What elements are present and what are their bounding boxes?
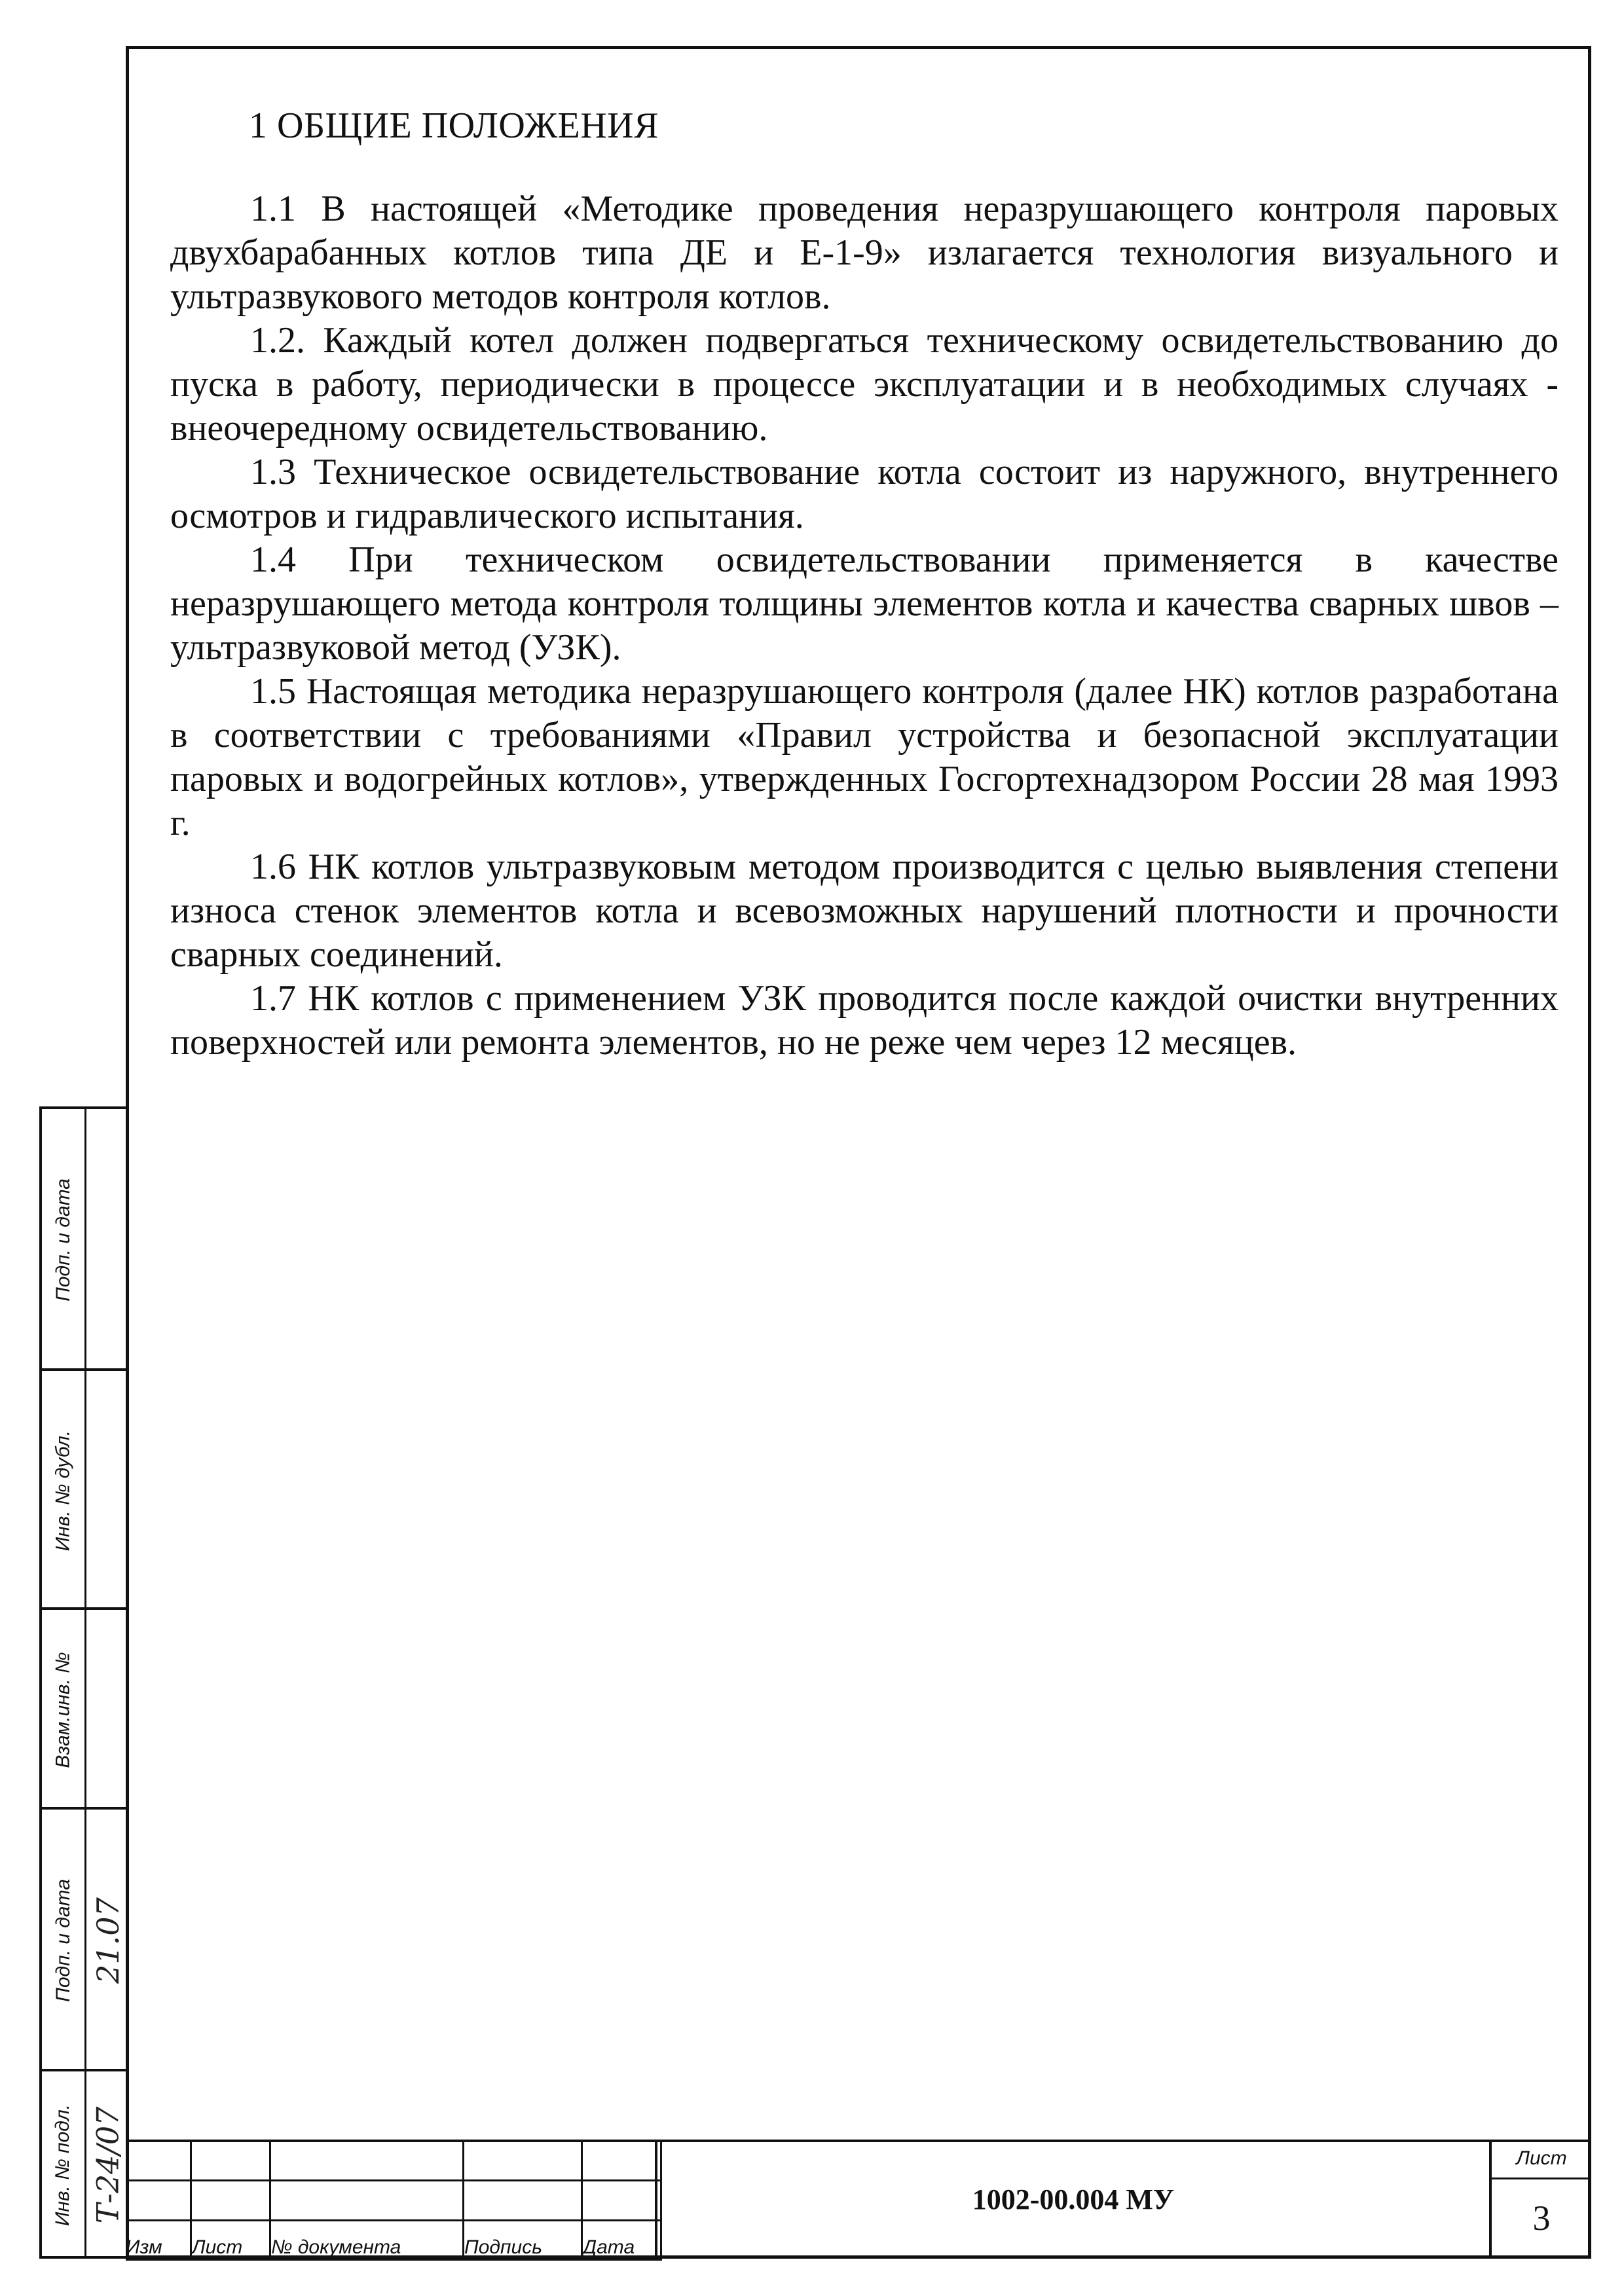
side-label-sign-date-1: Подп. и дата <box>52 1178 74 1302</box>
col-sign: Подпись <box>464 2221 582 2260</box>
document-code: 1002-00.004 МУ <box>655 2140 1489 2259</box>
sheet-box <box>1489 2140 1591 2259</box>
side-label-inv-dup: Инв. № дубл. <box>52 1430 74 1551</box>
document-body <box>170 105 1559 1065</box>
col-izm: Изм <box>126 2221 191 2260</box>
col-list: Лист <box>191 2221 270 2260</box>
col-doc: № документа <box>270 2221 464 2260</box>
paragraph-1-1: 1.1 В настоящей «Методике проведения неразрушающего контроля паровых двухбарабанных котлов типа ДЕ и Е-1-9» излагается технология визуального и ультразвукового методов контроля котлов. <box>170 189 1559 317</box>
section-heading: 1 ОБЩИЕ ПОЛОЖЕНИЯ <box>249 105 659 146</box>
paragraph-1-2: 1.2. Каждый котел должен подвергаться техническому освидетельствованию до пуска в работу, периодически в процессе эксплуатации и в необходимых случаях - внеочередному освидетельствованию. <box>170 320 1559 448</box>
paragraph-1-7: 1.7 НК котлов с применением УЗК проводится после каждой очистки внутренних поверхностей или ремонта элементов, но не реже чем через 12 месяцев. <box>170 978 1559 1063</box>
handwritten-signature-date: 21.07 <box>90 1897 126 1984</box>
revision-table <box>126 2140 662 2261</box>
sheet-label: Лист <box>1492 2140 1591 2179</box>
side-label-sign-date-2: Подп. и дата <box>52 1879 74 2002</box>
paragraph-1-6: 1.6 НК котлов ультразвуковым методом производится с целью выявления степени износа стенок элементов котла и всевозможных нарушений плотности и прочности сварных соединений. <box>170 847 1559 975</box>
col-date: Дата <box>582 2221 661 2260</box>
paragraph-1-4: 1.4 При техническом освидетельствовании применяется в качестве неразрушающего метода контроля толщины элементов котла и качества сварных швов – ультразвуковой метод (УЗК). <box>170 539 1559 668</box>
handwritten-inventory-number: Т-24/07 <box>90 2106 126 2224</box>
sheet-number: 3 <box>1532 2198 1551 2238</box>
title-block <box>126 2140 1591 2259</box>
paragraph-1-3: 1.3 Техническое освидетельствование котла состоит из наружного, внутреннего осмотров и гидравлического испытания. <box>170 452 1559 536</box>
side-label-replace-inv: Взам.инв. № <box>52 1651 74 1768</box>
paragraph-1-5: 1.5 Настоящая методика неразрушающего контроля (далее НК) котлов разработана в соответствии с требованиями «Правил устройства и безопасной эксплуатации паровых и водогрейных котлов», утвержденных Госгортехнадзором России 28 мая 1993 г. <box>170 671 1559 843</box>
side-stamp-column <box>39 1106 129 2259</box>
side-label-inv-orig: Инв. № подл. <box>52 2104 74 2227</box>
